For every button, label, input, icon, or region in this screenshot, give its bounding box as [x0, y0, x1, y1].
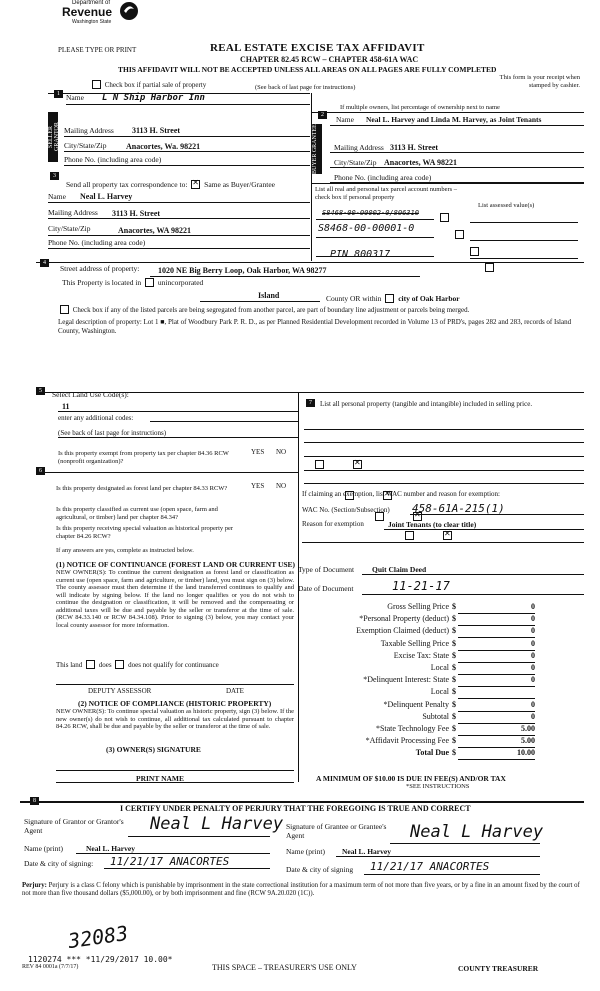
grantee-name-rule	[336, 856, 540, 857]
cashier-stamp: 1120274 *** *11/29/2017 10.00*	[28, 955, 173, 964]
grantee-sig-label: Signature of Grantee or Grantee's Agent	[286, 822, 387, 840]
corr-name-label: Name	[48, 192, 66, 201]
buyer-mailing-label: Mailing Address	[334, 143, 384, 152]
fee-currency: $	[452, 699, 456, 709]
corr-mailing-rule	[48, 218, 310, 219]
partial-sale-checkbox[interactable]	[92, 80, 101, 89]
buyer-name-label: Name	[336, 115, 354, 124]
fee-row	[340, 602, 535, 613]
assessed-rule-2	[470, 240, 578, 241]
owner-signature-label: (3) OWNER(S) SIGNATURE	[106, 745, 201, 754]
print-name-label: PRINT NAME	[136, 774, 184, 783]
fee-row	[340, 675, 535, 686]
fee-currency: $	[452, 675, 456, 685]
fee-label: Total Due	[415, 748, 449, 758]
corr-phone-label: Phone No. (including area code)	[48, 238, 146, 247]
reason-rule	[384, 529, 584, 530]
fee-currency: $	[452, 638, 456, 648]
fee-row	[340, 639, 535, 650]
pp-rule-4	[304, 470, 584, 471]
city-checkbox[interactable]	[385, 294, 394, 303]
section-8-number: 8	[30, 797, 39, 805]
grantee-signature: Neal L Harvey	[410, 822, 544, 842]
notice-compliance-title: (2) NOTICE OF COMPLIANCE (HISTORIC PROPERTY)	[78, 699, 272, 708]
same-as-buyer-checkbox[interactable]	[191, 180, 200, 189]
fee-label: Local	[430, 663, 449, 672]
fee-row	[340, 724, 535, 735]
street-rule	[150, 276, 420, 277]
land-use-see-back: (See back of last page for instructions)	[58, 429, 167, 437]
fee-currency: $	[452, 736, 456, 746]
fee-label: Subtotal	[422, 711, 449, 721]
section-4-number: 4	[40, 259, 49, 267]
located-row	[62, 278, 203, 288]
pp-rule-3	[304, 456, 584, 457]
street-value: 1020 NE Big Berry Loop, Oak Harbor, WA 98277	[158, 266, 327, 275]
forest-question: Is this property designated as forest land per chapter 84.33 RCW?	[56, 485, 228, 492]
dept-state: Washington State	[72, 19, 112, 25]
partial-sale-row	[90, 81, 206, 90]
does-not-label: does not qualify for continuance	[128, 661, 219, 670]
perjury-block	[22, 882, 582, 898]
corr-city-value: Anacortes, WA 98221	[118, 226, 191, 235]
dor-logo	[62, 0, 142, 26]
wac-label: WAC No. (Section/Subsection)	[302, 506, 390, 514]
seller-band: SELLER GRANTOR	[48, 112, 58, 162]
fee-row	[340, 687, 535, 698]
yes-header-2: YES	[251, 482, 265, 490]
grantor-date-rule	[104, 868, 270, 869]
fee-label: Excise Tax: State	[393, 650, 449, 660]
grantee-date-value: 11/21/17 ANACORTES	[370, 860, 490, 873]
correspondence-label: Send all property tax correspondence to:	[66, 180, 188, 189]
exempt-no-checkbox[interactable]	[353, 460, 362, 469]
notice-continuance-text: NEW OWNER(S): To continue the current designation as forest land or classification as current use (open space, farm and agriculture, or timber) land, you must sign on (3) below. The county assessor must then determine if the land transferred continues to qualify and will indicate by signing below. If the land no longer qualifies or you do not wish to continue the designation or classification, it will be removed and the compensating or additional taxes will be due and payable by the seller or transferor at the time of sale. (RCW 84.33.140 or RCW 84.34.108). Prior to signing (3) below, you may contact your local county assessor for more information.	[56, 569, 294, 629]
buyer-mailing-rule	[330, 152, 584, 153]
yes-header-1: YES	[251, 448, 265, 456]
see-instructions: *SEE INSTRUCTIONS	[406, 783, 470, 790]
fee-row	[340, 736, 535, 747]
assessed-rule-1	[470, 222, 578, 223]
seller-city-label: City/State/Zip	[64, 141, 107, 150]
doc-date-label: Date of Document	[298, 584, 354, 593]
land-use-code: 11	[62, 402, 70, 411]
fee-value: 0	[531, 650, 535, 660]
deputy-assessor-label: DEPUTY ASSESSOR	[88, 687, 152, 695]
street-label: Street address of property:	[60, 264, 140, 273]
section-2-number: 2	[318, 111, 327, 119]
grantor-name-label: Name (print)	[24, 844, 63, 853]
exemption-label: If claiming an exemption, list WAC number and reason for exemption:	[302, 490, 500, 498]
fee-row	[340, 663, 535, 674]
fee-currency: $	[452, 711, 456, 721]
grantee-name-label: Name (print)	[286, 847, 325, 856]
county-value: Island	[258, 291, 280, 300]
if-yes-note: If any answers are yes, complete as instructed below.	[56, 547, 194, 554]
parcel-2-personal-checkbox[interactable]	[455, 230, 464, 239]
fee-rule	[458, 759, 535, 760]
fee-value: 0	[531, 663, 535, 672]
parcel-3-personal-checkbox[interactable]	[470, 247, 479, 256]
county-treasurer: COUNTY TREASURER	[458, 964, 539, 973]
seller-phone-rule	[64, 165, 310, 166]
section-6-top-rule	[36, 472, 298, 473]
exempt-yes-checkbox[interactable]	[315, 460, 324, 469]
parcel-1: S8468-00-00002-0/806310	[322, 209, 419, 217]
perjury-text: Perjury is a class C felony which is punishable by imprisonment in the state correctional institution for a maximum term of not more than five years, or by a fine in an amount fixed by the court of not more than five thousand dollars ($5,000.00), or by both imprisonment and fine (RCW 9A.20.020 (1C)).	[22, 882, 580, 897]
same-as-buyer-label: Same as Buyer/Grantee	[204, 180, 275, 189]
parcel-4-personal-checkbox[interactable]	[485, 263, 494, 272]
historic-yes-checkbox[interactable]	[405, 531, 414, 540]
legal-description: Legal description of property: Lot 1 ■, Plat of Woodbury Park P. R. D., as per Planned Residential Development recorded in Volume 13 of PRD's, pages 282 and 283, records of Island County, Washington.	[58, 318, 572, 335]
grantor-sig-rule	[128, 836, 270, 837]
section-3-number: 3	[50, 172, 59, 180]
parcels-label: List all real and personal tax parcel account numbers – check box if personal property	[315, 186, 458, 201]
land-use-rule	[58, 411, 298, 412]
seller-name-label: Name	[66, 93, 84, 102]
form-title: REAL ESTATE EXCISE TAX AFFIDAVIT	[210, 42, 425, 54]
buyer-city-value: Anacortes, WA 98221	[384, 158, 457, 167]
seller-name-rule	[66, 104, 310, 105]
historic-question: Is this property receiving special valuation as historical property per chapter 84.26 RCW?	[56, 525, 234, 540]
fee-currency: $	[452, 663, 456, 672]
fee-label: *Personal Property (deduct)	[359, 614, 449, 624]
minimum-note: A MINIMUM OF $10.00 IS DUE IN FEE(S) AND/OR TAX	[316, 774, 506, 783]
fee-label: *State Technology Fee	[375, 724, 449, 733]
fee-value: 0	[531, 711, 535, 721]
corr-name-value: Neal L. Harvey	[80, 192, 133, 201]
fee-currency: $	[452, 687, 456, 697]
grantor-name-value: Neal L. Harvey	[86, 844, 135, 853]
parcel-rule-3	[316, 256, 434, 257]
fee-value: 10.00	[517, 748, 535, 758]
fee-currency: $	[452, 614, 456, 624]
fee-value: 0	[531, 626, 535, 636]
grantor-date-value: 11/21/17 ANACORTES	[110, 855, 230, 868]
reason-value: Joint Tenants (to clear title)	[388, 520, 477, 529]
dept-line: Department of	[72, 0, 111, 6]
fee-label: Local	[430, 687, 449, 697]
parcels-top-rule	[312, 183, 584, 184]
doc-type-value: Quit Claim Deed	[372, 565, 427, 574]
wac-rule	[410, 514, 584, 515]
parcel-1-personal-checkbox[interactable]	[440, 213, 449, 222]
receipt-note: This form is your receipt when stamped by cashier.	[499, 74, 580, 89]
land-use-label: Select Land Use Code(s):	[52, 390, 129, 399]
county-row	[326, 294, 460, 304]
fee-label: Exemption Claimed (deduct)	[356, 626, 449, 636]
county-rule	[200, 301, 320, 302]
deputy-date-label: DATE	[226, 687, 244, 695]
fee-row	[340, 700, 535, 711]
fee-currency: $	[452, 626, 456, 636]
fee-value: 0	[531, 602, 535, 611]
buyer-city-label: City/State/Zip	[334, 158, 377, 167]
corr-city-label: City/State/Zip	[48, 224, 91, 233]
historic-no-checkbox[interactable]	[443, 531, 452, 540]
parcel-3: PIN 800317	[330, 249, 391, 260]
grantee-name-value: Neal L. Harvey	[342, 847, 391, 856]
seller-name-value: L N Ship Harbor Inn	[102, 93, 205, 103]
see-back-instructions: (See back of last page for instructions)	[255, 84, 356, 91]
buyer-top-rule	[312, 112, 584, 113]
column-divider-top	[311, 93, 312, 261]
fee-label: *Delinquent Interest: State	[363, 675, 449, 685]
acceptance-warning: THIS AFFIDAVIT WILL NOT BE ACCEPTED UNLESS ALL AREAS ON ALL PAGES ARE FULLY COMPLETED	[118, 65, 497, 74]
fee-value: 0	[531, 614, 535, 624]
section-6-number: 6	[36, 467, 45, 475]
section-8-top-rule	[20, 801, 584, 803]
additional-codes-rule	[150, 421, 298, 422]
seller-phone-label: Phone No. (including area code)	[64, 155, 162, 164]
no-header-2: NO	[276, 482, 287, 490]
seller-mailing-value: 3113 H. Street	[132, 126, 181, 135]
parcel-rule-1	[316, 219, 434, 220]
correspondence-row	[66, 180, 275, 190]
seller-city-value: Anacortes, Wa. 98221	[126, 142, 201, 151]
section-4-top-rule	[36, 262, 584, 263]
fee-label: *Affidavit Processing Fee	[365, 736, 449, 746]
seller-mailing-rule	[64, 136, 310, 137]
doc-date-value: 11-21-17	[392, 579, 450, 593]
grantee-sig-rule	[390, 843, 540, 844]
fee-label: Gross Selling Price	[387, 602, 449, 611]
grantor-date-label: Date & city of signing:	[24, 859, 94, 868]
parcel-2: S8468-00-00001-0	[318, 223, 415, 234]
reason-rule-2	[302, 542, 584, 543]
buyer-band: BUYER GRANTEE	[312, 124, 322, 174]
doc-date-rule	[362, 594, 584, 595]
segregated-row	[58, 306, 578, 315]
fee-value: 5.00	[521, 736, 535, 746]
fee-row	[340, 748, 535, 759]
fee-currency: $	[452, 650, 456, 660]
form-number: REV 84 0001a (7/7/17)	[22, 964, 79, 970]
buyer-name-value: Neal L. Harvey and Linda M. Harvey, as Joint Tenants	[366, 115, 542, 124]
this-land-row	[56, 661, 219, 670]
buyer-name-rule	[330, 125, 584, 126]
reason-label: Reason for exemption	[302, 520, 364, 528]
grantor-sig-label: Signature of Grantor or Grantor's Agent	[24, 817, 124, 835]
owner-sig-rule-1	[56, 770, 294, 771]
assessed-rule-3	[470, 258, 578, 259]
located-label: This Property is located in	[62, 278, 142, 287]
fee-label: Taxable Selling Price	[380, 638, 449, 648]
county-label: County OR within	[326, 294, 382, 303]
exempt-question: Is this property exempt from property tax per chapter 84.36 RCW (nonprofit organization)?	[58, 450, 229, 465]
doc-type-rule	[362, 574, 584, 575]
fee-currency: $	[452, 724, 456, 733]
fee-row	[340, 614, 535, 625]
corr-mailing-value: 3113 H. Street	[112, 209, 161, 218]
parcel-rule-2	[316, 237, 434, 238]
grantee-date-rule	[364, 874, 540, 875]
segregated-checkbox[interactable]	[60, 305, 69, 314]
section-1-number: 1	[54, 90, 63, 98]
no-header-1: NO	[276, 448, 287, 456]
this-land-label: This land	[56, 661, 83, 670]
handwritten-number: 32083	[66, 920, 130, 954]
buyer-city-rule	[330, 167, 584, 168]
fee-label: *Delinquent Penalty	[383, 699, 449, 709]
perjury-label: Perjury:	[22, 882, 47, 889]
does-not-checkbox[interactable]	[115, 660, 124, 669]
unincorporated-label: unincorporated	[157, 278, 204, 287]
fee-currency: $	[452, 602, 456, 611]
form-subtitle: CHAPTER 82.45 RCW – CHAPTER 458-61A WAC	[240, 55, 419, 64]
certify-statement: I CERTIFY UNDER PENALTY OF PERJURY THAT THE FOREGOING IS TRUE AND CORRECT	[120, 804, 471, 813]
city-of-label: city of Oak Harbor	[398, 294, 460, 303]
current-use-question: Is this property classified as current use (open space, farm and agricultural, or timber) land per chapter 84.34?	[56, 506, 218, 521]
section-7-number: 7	[306, 399, 315, 407]
please-type: PLEASE TYPE OR PRINT	[58, 46, 137, 54]
seller-city-rule	[64, 151, 310, 152]
dept-name: Revenue	[62, 5, 113, 19]
doc-type-label: Type of Document	[298, 565, 355, 574]
corr-name-rule	[48, 202, 310, 203]
treasurer-space: THIS SPACE – TREASURER'S USE ONLY	[212, 963, 357, 972]
pp-rule-2	[304, 442, 584, 443]
fee-row	[340, 626, 535, 637]
grantor-name-rule	[76, 853, 270, 854]
wac-value: 458-61A-215(1)	[412, 502, 505, 515]
deputy-rule	[56, 684, 294, 685]
corr-mailing-label: Mailing Address	[48, 208, 98, 217]
multi-owner-note: If multiple owners, list percentage of ownership next to name	[340, 104, 500, 111]
unincorporated-checkbox[interactable]	[145, 278, 154, 287]
fee-value: 0	[531, 675, 535, 685]
pp-rule-1	[304, 429, 584, 430]
does-checkbox[interactable]	[86, 660, 95, 669]
fee-value: 0	[531, 699, 535, 709]
corr-city-rule	[48, 235, 310, 236]
seller-mailing-label: Mailing Address	[64, 126, 114, 135]
fee-value: 5.00	[521, 724, 535, 733]
notice-continuance-title: (1) NOTICE OF CONTINUANCE (FOREST LAND OR CURRENT USE)	[56, 560, 296, 569]
fee-row	[340, 712, 535, 723]
corr-phone-rule	[48, 248, 310, 249]
buyer-phone-label: Phone No. (including area code)	[334, 173, 432, 182]
section-5-number: 5	[36, 387, 45, 395]
additional-codes-label: enter any additional codes:	[58, 414, 134, 422]
assessed-label: List assessed value(s)	[478, 202, 535, 209]
segregated-label: Check box if any of the listed parcels are being segregated from another parcel, are part of boundary line adjustment or parcels being merged.	[72, 306, 470, 315]
does-label: does	[98, 661, 112, 670]
partial-sale-label: Check box if partial sale of property	[104, 81, 207, 90]
fee-value: 0	[531, 638, 535, 648]
dor-logo-icon	[118, 0, 140, 22]
grantor-signature: Neal L Harvey	[150, 814, 284, 834]
fee-currency: $	[452, 748, 456, 758]
fee-row	[340, 651, 535, 662]
see-back-rule	[58, 437, 298, 438]
grantee-date-label: Date & city of signing	[286, 865, 354, 874]
buyer-mailing-value: 3113 H. Street	[390, 143, 439, 152]
personal-property-label: List all personal property (tangible and intangible) included in selling price.	[320, 400, 533, 408]
pp-rule-5	[304, 483, 584, 484]
notice-compliance-text: NEW OWNER(S): To continue special valuation as historic property, sign (3) below. If the new owner(s) do not wish to continue, all additional tax calculated pursuant to chapter 84.26 RCW, shall be due and payable by the seller or transferor at the time of sale.	[56, 708, 294, 730]
